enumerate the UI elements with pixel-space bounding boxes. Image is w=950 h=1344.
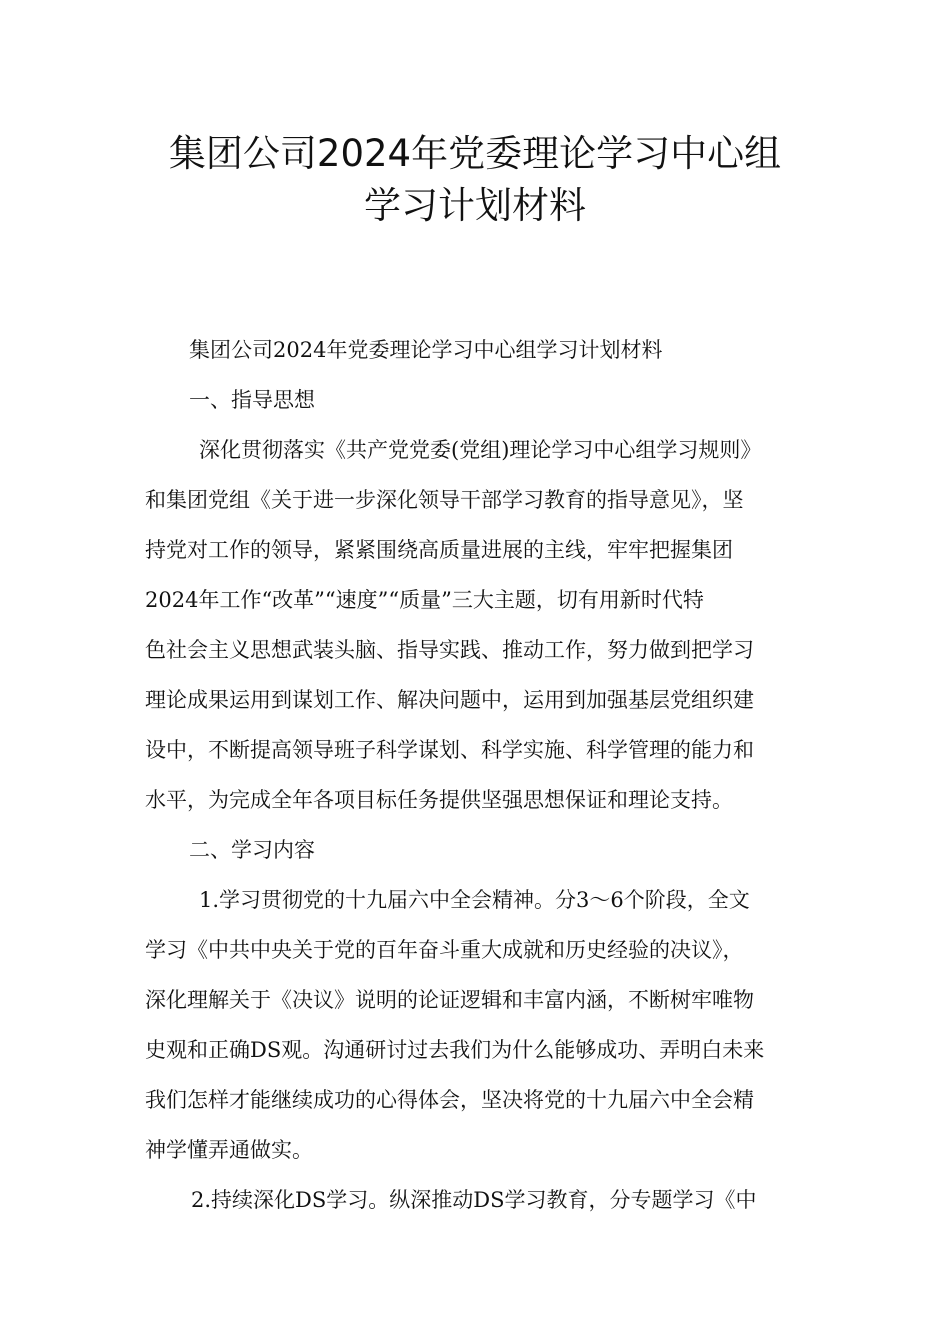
- paragraph-line: 深化贯彻落实《共产党党委(党组)理论学习中心组学习规则》: [199, 438, 762, 462]
- paragraph-line: 我们怎样才能继续成功的心得体会，坚决将党的十九届六中全会精: [145, 1088, 754, 1112]
- paragraph-line: 深化理解关于《决议》说明的论证逻辑和丰富内涵，不断树牢唯物: [145, 988, 754, 1012]
- section-heading-guiding-ideology: 一、指导思想: [189, 388, 315, 412]
- paragraph-line: 理论成果运用到谋划工作、解决问题中，运用到加强基层党组织建: [145, 688, 754, 712]
- paragraph-line: 2024年工作“改革”“速度”“质量”三大主题，切有用新时代特: [145, 588, 704, 612]
- paragraph-line: 色社会主义思想武装头脑、指导实践、推动工作，努力做到把学习: [145, 638, 754, 662]
- paragraph-line: 史观和正确DS观。沟通研讨过去我们为什么能够成功、弄明白未来: [145, 1038, 765, 1062]
- paragraph-line: 1.学习贯彻党的十九届六中全会精神。分3～6个阶段，全文: [199, 888, 750, 912]
- paragraph-line: 设中，不断提高领导班子科学谋划、科学实施、科学管理的能力和: [145, 738, 754, 762]
- document-title-line-1: 集团公司2024年党委理论学习中心组: [168, 132, 782, 175]
- document-title-line-2: 学习计划材料: [364, 184, 586, 227]
- paragraph-line: 神学懂弄通做实。: [145, 1138, 313, 1162]
- section-heading-study-content: 二、学习内容: [189, 838, 315, 862]
- paragraph-line: 水平，为完成全年各项目标任务提供坚强思想保证和理论支持。: [145, 788, 733, 812]
- body-subtitle: 集团公司2024年党委理论学习中心组学习计划材料: [189, 338, 663, 362]
- document-body: [145, 326, 810, 1226]
- paragraph-line: 和集团党组《关于进一步深化领导干部学习教育的指导意见》，坚: [145, 488, 744, 512]
- paragraph-line: 学习《中共中央关于党的百年奋斗重大成就和历史经验的决议》，: [145, 938, 744, 962]
- paragraph-line: 2.持续深化DS学习。纵深推动DS学习教育，分专题学习《中: [191, 1188, 757, 1212]
- paragraph-line: 持党对工作的领导，紧紧围绕高质量进展的主线，牢牢把握集团: [145, 538, 733, 562]
